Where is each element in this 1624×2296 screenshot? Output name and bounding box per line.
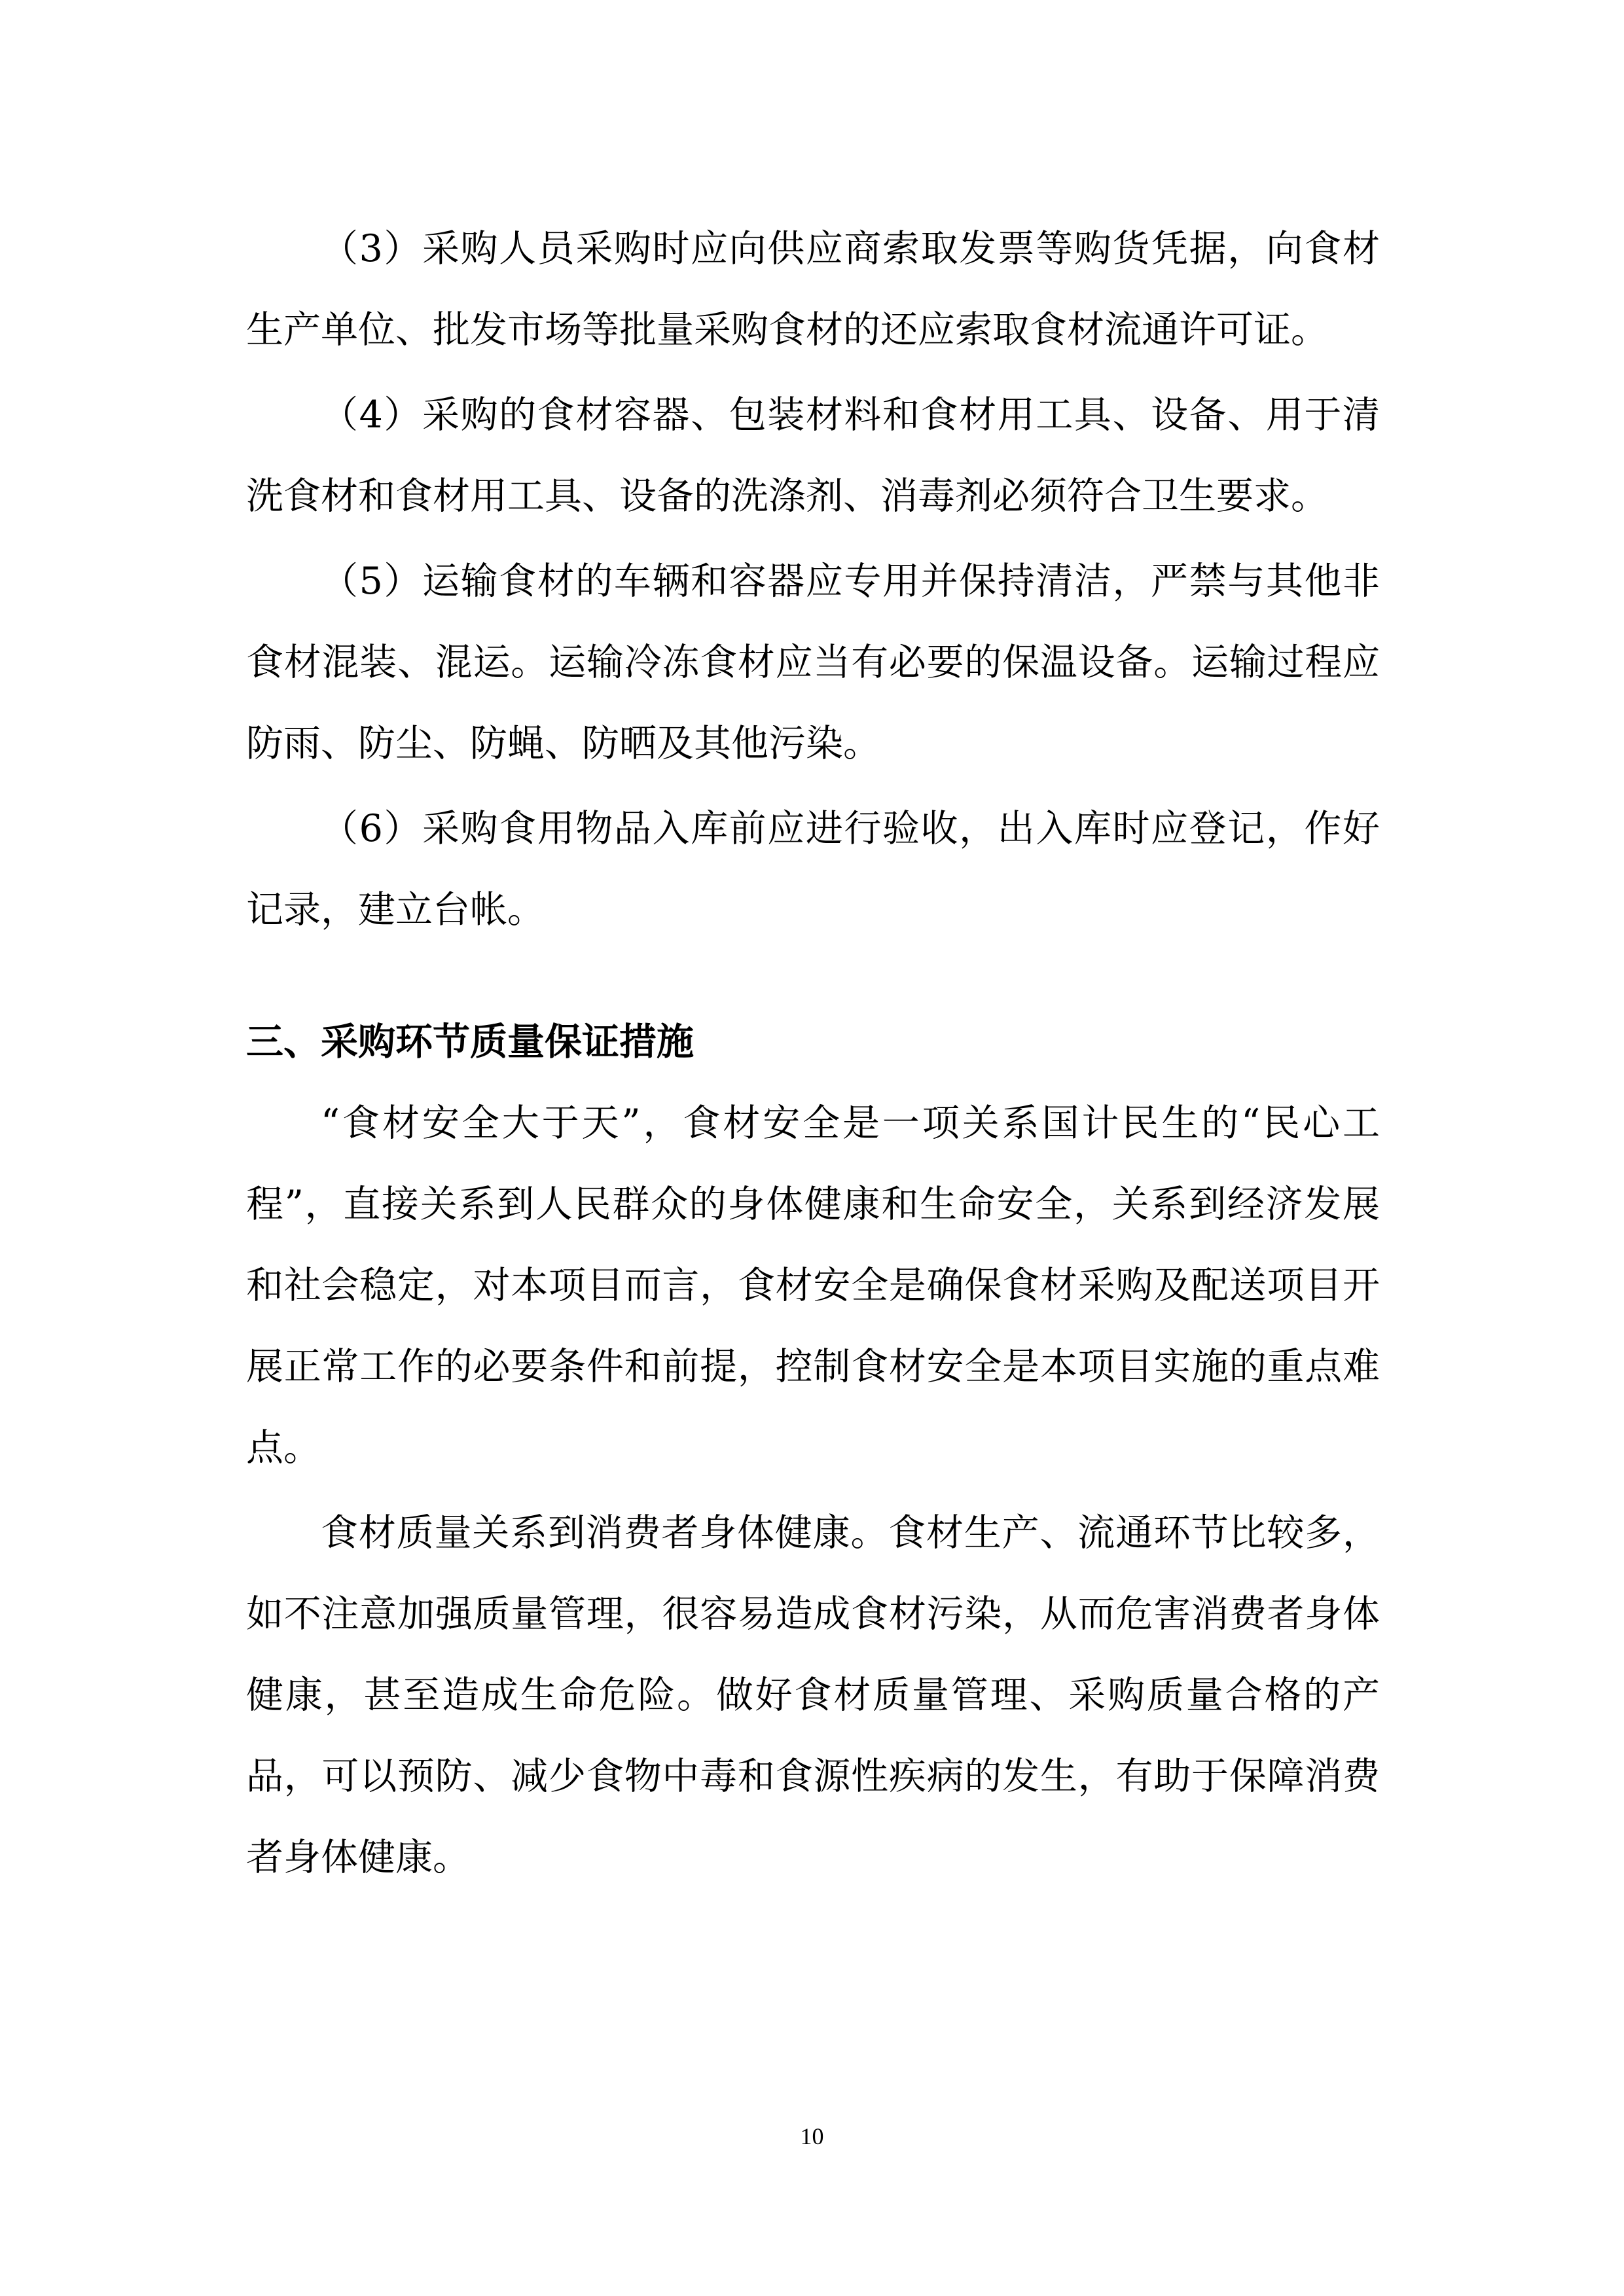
section-heading: 三、采购环节质量保证措施 [246,1020,694,1064]
paragraph-food-quality: 食材质量关系到消费者身体健康。食材生产、流通环节比较多，如不注意加强质量管理，很容易造成食材污染，从而危害消费者身体健康，甚至造成生命危险。做好食材质量管理、采购质量合格的产品，可以预防、减少食物中毒和食源性疾病的发生，有助于保障消费者身体健康。 [246,1511,1380,1879]
paragraph-item-5: （5）运输食材的车辆和容器应专用并保持清洁，严禁与其他非食材混装、混运。运输冷冻食材应当有必要的保温设备。运输过程应防雨、防尘、防蝇、防晒及其他污染。 [246,560,1380,765]
paragraph-food-safety: “食材安全大于天”，食材安全是一项关系国计民生的“民心工程”，直接关系到人民群众的身体健康和生命安全，关系到经济发展和社会稳定，对本项目而言，食材安全是确保食材采购及配送项目开展正常工作的必要条件和前提，控制食材安全是本项目实施的重点难点。 [246,1102,1380,1469]
paragraph-item-6: （6）采购食用物品入库前应进行验收，出入库时应登记，作好记录，建立台帐。 [246,807,1380,931]
document-body [246,208,1380,1898]
page-number: 10 [800,2123,824,2149]
paragraph-item-4: （4）采购的食材容器、包装材料和食材用工具、设备、用于清洗食材和食材用工具、设备的洗涤剂、消毒剂必须符合卫生要求。 [246,393,1380,518]
paragraph-item-3: （3）采购人员采购时应向供应商索取发票等购货凭据，向食材生产单位、批发市场等批量采购食材的还应索取食材流通许可证。 [246,227,1380,351]
